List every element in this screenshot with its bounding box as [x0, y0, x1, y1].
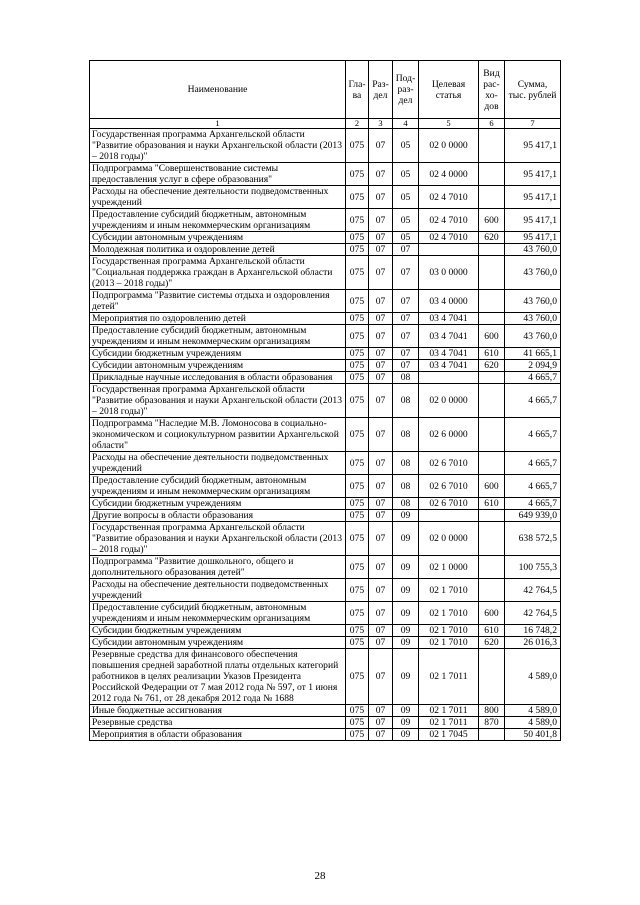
- row-summa: 4 665,7: [505, 498, 561, 510]
- column-number: 5: [419, 119, 479, 129]
- row-vid: [479, 244, 505, 256]
- header-name: Наименование: [90, 61, 346, 119]
- row-summa: 95 417,1: [505, 186, 561, 209]
- row-name: Молодежная политика и оздоровление детей: [90, 244, 346, 256]
- row-celevaya: 03 4 7041: [419, 313, 479, 325]
- row-vid: [479, 452, 505, 475]
- row-podrazdel: 08: [393, 452, 419, 475]
- row-celevaya: 02 4 7010: [419, 186, 479, 209]
- row-celevaya: 02 1 7011: [419, 649, 479, 705]
- row-summa: 50 401,8: [505, 729, 561, 741]
- table-row: [90, 510, 561, 522]
- table-row: [90, 348, 561, 360]
- row-summa: 43 760,0: [505, 244, 561, 256]
- row-razdel: 07: [369, 129, 393, 163]
- table-body: [90, 129, 561, 741]
- column-number: 4: [393, 119, 419, 129]
- row-glava: 075: [346, 717, 369, 729]
- row-celevaya: 02 0 0000: [419, 384, 479, 418]
- row-celevaya: 02 6 0000: [419, 418, 479, 452]
- row-name: Расходы на обеспечение деятельности подведомственных учреждений: [90, 186, 346, 209]
- row-name: Иные бюджетные ассигнования: [90, 705, 346, 717]
- row-podrazdel: 05: [393, 163, 419, 186]
- row-podrazdel: 09: [393, 649, 419, 705]
- row-podrazdel: 07: [393, 348, 419, 360]
- row-name: Субсидии автономным учреждениям: [90, 637, 346, 649]
- row-name: Предоставление субсидий бюджетным, автономным учреждениям и иным некоммерческим организациям: [90, 209, 346, 232]
- table-row: [90, 232, 561, 244]
- row-podrazdel: 07: [393, 360, 419, 372]
- header-podrazdel: Под- раз- дел: [393, 61, 419, 119]
- row-name: Субсидии бюджетным учреждениям: [90, 348, 346, 360]
- row-glava: 075: [346, 290, 369, 313]
- table-row: [90, 498, 561, 510]
- row-glava: 075: [346, 163, 369, 186]
- row-razdel: 07: [369, 186, 393, 209]
- row-vid: [479, 129, 505, 163]
- table-row: [90, 637, 561, 649]
- row-vid: [479, 579, 505, 602]
- row-celevaya: 02 1 7045: [419, 729, 479, 741]
- row-celevaya: 03 4 0000: [419, 290, 479, 313]
- row-podrazdel: 09: [393, 729, 419, 741]
- row-vid: 610: [479, 348, 505, 360]
- row-celevaya: 02 1 7010: [419, 625, 479, 637]
- row-summa: 43 760,0: [505, 256, 561, 290]
- row-podrazdel: 09: [393, 602, 419, 625]
- row-razdel: 07: [369, 209, 393, 232]
- row-celevaya: 02 1 7010: [419, 579, 479, 602]
- row-vid: [479, 510, 505, 522]
- row-name: Субсидии автономным учреждениям: [90, 360, 346, 372]
- row-podrazdel: 09: [393, 705, 419, 717]
- row-razdel: 07: [369, 705, 393, 717]
- row-name: Прикладные научные исследования в области образования: [90, 372, 346, 384]
- table-row: [90, 244, 561, 256]
- table-row: [90, 522, 561, 556]
- row-summa: 41 665,1: [505, 348, 561, 360]
- row-razdel: 07: [369, 256, 393, 290]
- row-summa: 43 760,0: [505, 313, 561, 325]
- row-name: Предоставление субсидий бюджетным, автономным учреждениям и иным некоммерческим организациям: [90, 325, 346, 348]
- row-celevaya: 02 1 7011: [419, 717, 479, 729]
- table-row: [90, 256, 561, 290]
- row-name: Расходы на обеспечение деятельности подведомственных учреждений: [90, 579, 346, 602]
- row-razdel: 07: [369, 510, 393, 522]
- row-glava: 075: [346, 256, 369, 290]
- column-number: 2: [346, 119, 369, 129]
- row-name: Субсидии автономным учреждениям: [90, 232, 346, 244]
- row-razdel: 07: [369, 452, 393, 475]
- row-vid: [479, 649, 505, 705]
- row-celevaya: [419, 244, 479, 256]
- row-celevaya: 02 1 0000: [419, 556, 479, 579]
- row-celevaya: [419, 372, 479, 384]
- row-glava: 075: [346, 313, 369, 325]
- table-row: [90, 705, 561, 717]
- row-glava: 075: [346, 129, 369, 163]
- table-row: [90, 452, 561, 475]
- row-name: Предоставление субсидий бюджетным, автономным учреждениям и иным некоммерческим организациям: [90, 602, 346, 625]
- table-row: [90, 372, 561, 384]
- header-celevaya: Целевая статья: [419, 61, 479, 119]
- row-glava: 075: [346, 475, 369, 498]
- row-name: Подпрограмма "Развитие дошкольного, общего и дополнительного образования детей": [90, 556, 346, 579]
- row-razdel: 07: [369, 360, 393, 372]
- row-celevaya: 02 4 7010: [419, 209, 479, 232]
- row-podrazdel: 05: [393, 209, 419, 232]
- row-vid: [479, 290, 505, 313]
- row-razdel: 07: [369, 325, 393, 348]
- row-summa: 649 939,0: [505, 510, 561, 522]
- row-podrazdel: 08: [393, 372, 419, 384]
- row-name: Резервные средства для финансового обеспечения повышения средней заработной платы отдельных категорий работников в целях реализации Указов Президента Российской Федерации от 7 мая 2012 года № 597, от 1 июня 2012 года № 761, от 28 декабря 2012 года № 1688: [90, 649, 346, 705]
- row-razdel: 07: [369, 729, 393, 741]
- row-celevaya: 02 0 0000: [419, 129, 479, 163]
- row-podrazdel: 09: [393, 579, 419, 602]
- header-razdel: Раз- дел: [369, 61, 393, 119]
- row-vid: 610: [479, 498, 505, 510]
- row-podrazdel: 05: [393, 186, 419, 209]
- row-name: Предоставление субсидий бюджетным, автономным учреждениям и иным некоммерческим организациям: [90, 475, 346, 498]
- row-razdel: 07: [369, 522, 393, 556]
- row-summa: 2 094,9: [505, 360, 561, 372]
- row-vid: 620: [479, 232, 505, 244]
- row-vid: 610: [479, 625, 505, 637]
- row-glava: 075: [346, 384, 369, 418]
- row-vid: 870: [479, 717, 505, 729]
- row-celevaya: 02 4 0000: [419, 163, 479, 186]
- row-celevaya: 02 6 7010: [419, 452, 479, 475]
- row-glava: 075: [346, 244, 369, 256]
- row-vid: [479, 313, 505, 325]
- row-name: Субсидии бюджетным учреждениям: [90, 625, 346, 637]
- row-razdel: 07: [369, 232, 393, 244]
- row-podrazdel: 08: [393, 498, 419, 510]
- row-summa: 100 755,3: [505, 556, 561, 579]
- row-razdel: 07: [369, 313, 393, 325]
- row-glava: 075: [346, 452, 369, 475]
- row-razdel: 07: [369, 384, 393, 418]
- row-vid: [479, 163, 505, 186]
- row-celevaya: 03 4 7041: [419, 348, 479, 360]
- row-razdel: 07: [369, 717, 393, 729]
- row-celevaya: 03 4 7041: [419, 325, 479, 348]
- row-summa: 4 589,0: [505, 717, 561, 729]
- table-row: [90, 186, 561, 209]
- row-celevaya: 02 6 7010: [419, 498, 479, 510]
- row-podrazdel: 07: [393, 244, 419, 256]
- row-glava: 075: [346, 232, 369, 244]
- table-row: [90, 649, 561, 705]
- row-razdel: 07: [369, 475, 393, 498]
- table-row: [90, 384, 561, 418]
- row-vid: [479, 556, 505, 579]
- row-name: Государственная программа Архангельской области "Развитие образования и науки Архангельской области (2013 – 2018 годы)": [90, 384, 346, 418]
- table-row: [90, 729, 561, 741]
- row-vid: 600: [479, 325, 505, 348]
- row-name: Государственная программа Архангельской области "Развитие образования и науки Архангельской области (2013 – 2018 годы)": [90, 522, 346, 556]
- row-razdel: 07: [369, 244, 393, 256]
- table-row: [90, 556, 561, 579]
- row-glava: 075: [346, 579, 369, 602]
- row-razdel: 07: [369, 579, 393, 602]
- row-summa: 42 764,5: [505, 579, 561, 602]
- column-number-row: [90, 119, 561, 129]
- row-summa: 16 748,2: [505, 625, 561, 637]
- row-glava: 075: [346, 649, 369, 705]
- table-row: [90, 129, 561, 163]
- table-row: [90, 313, 561, 325]
- row-summa: 26 016,3: [505, 637, 561, 649]
- row-glava: 075: [346, 372, 369, 384]
- row-name: Государственная программа Архангельской области "Развитие образования и науки Архангельской области (2013 – 2018 годы)": [90, 129, 346, 163]
- row-razdel: 07: [369, 556, 393, 579]
- row-celevaya: 02 1 7011: [419, 705, 479, 717]
- row-vid: 600: [479, 209, 505, 232]
- row-summa: 4 665,7: [505, 372, 561, 384]
- budget-table: [89, 60, 561, 741]
- row-podrazdel: 09: [393, 556, 419, 579]
- row-razdel: 07: [369, 625, 393, 637]
- row-vid: [479, 522, 505, 556]
- row-podrazdel: 09: [393, 717, 419, 729]
- row-podrazdel: 07: [393, 256, 419, 290]
- row-vid: [479, 384, 505, 418]
- row-glava: 075: [346, 360, 369, 372]
- page-number: 28: [314, 870, 326, 882]
- row-vid: 620: [479, 637, 505, 649]
- row-razdel: 07: [369, 163, 393, 186]
- row-glava: 075: [346, 522, 369, 556]
- row-glava: 075: [346, 498, 369, 510]
- table-row: [90, 209, 561, 232]
- row-glava: 075: [346, 510, 369, 522]
- row-podrazdel: 09: [393, 637, 419, 649]
- row-podrazdel: 07: [393, 313, 419, 325]
- table-row: [90, 625, 561, 637]
- row-vid: 620: [479, 360, 505, 372]
- row-name: Другие вопросы в области образования: [90, 510, 346, 522]
- row-podrazdel: 09: [393, 625, 419, 637]
- header-vid: Вид рас- хо- дов: [479, 61, 505, 119]
- row-glava: 075: [346, 602, 369, 625]
- row-summa: 4 665,7: [505, 475, 561, 498]
- row-summa: 4 589,0: [505, 649, 561, 705]
- row-vid: [479, 372, 505, 384]
- row-razdel: 07: [369, 602, 393, 625]
- row-celevaya: 02 1 7010: [419, 637, 479, 649]
- table-row: [90, 325, 561, 348]
- table-row: [90, 418, 561, 452]
- row-name: Государственная программа Архангельской области "Социальная поддержка граждан в Архангельской области (2013 – 2018 годы)": [90, 256, 346, 290]
- row-vid: [479, 729, 505, 741]
- table-row: [90, 360, 561, 372]
- row-name: Субсидии бюджетным учреждениям: [90, 498, 346, 510]
- row-podrazdel: 05: [393, 129, 419, 163]
- row-name: Мероприятия в области образования: [90, 729, 346, 741]
- row-summa: 4 665,7: [505, 418, 561, 452]
- row-name: Подпрограмма "Наследие М.В. Ломоносова в социально-экономическом и социокультурном развитии Архангельской области": [90, 418, 346, 452]
- row-razdel: 07: [369, 498, 393, 510]
- row-podrazdel: 08: [393, 475, 419, 498]
- row-vid: 600: [479, 602, 505, 625]
- table-row: [90, 717, 561, 729]
- row-summa: 43 760,0: [505, 325, 561, 348]
- row-summa: 4 589,0: [505, 705, 561, 717]
- table-row: [90, 579, 561, 602]
- row-name: Мероприятия по оздоровлению детей: [90, 313, 346, 325]
- row-celevaya: 02 4 7010: [419, 232, 479, 244]
- row-glava: 075: [346, 705, 369, 717]
- row-summa: 4 665,7: [505, 384, 561, 418]
- row-razdel: 07: [369, 418, 393, 452]
- row-glava: 075: [346, 325, 369, 348]
- row-vid: [479, 186, 505, 209]
- row-celevaya: 03 0 0000: [419, 256, 479, 290]
- row-name: Подпрограмма "Развитие системы отдыха и оздоровления детей": [90, 290, 346, 313]
- row-name: Расходы на обеспечение деятельности подведомственных учреждений: [90, 452, 346, 475]
- row-podrazdel: 09: [393, 522, 419, 556]
- row-glava: 075: [346, 729, 369, 741]
- table-row: [90, 602, 561, 625]
- column-number: 3: [369, 119, 393, 129]
- row-summa: 4 665,7: [505, 452, 561, 475]
- row-glava: 075: [346, 418, 369, 452]
- row-podrazdel: 05: [393, 232, 419, 244]
- row-summa: 95 417,1: [505, 163, 561, 186]
- row-summa: 43 760,0: [505, 290, 561, 313]
- header-glava: Гла- ва: [346, 61, 369, 119]
- row-podrazdel: 08: [393, 418, 419, 452]
- row-name: Подпрограмма "Совершенствование системы предоставления услуг в сфере образования": [90, 163, 346, 186]
- row-glava: 075: [346, 625, 369, 637]
- row-razdel: 07: [369, 372, 393, 384]
- row-celevaya: 02 0 0000: [419, 522, 479, 556]
- column-number: 1: [90, 119, 346, 129]
- row-glava: 075: [346, 209, 369, 232]
- row-glava: 075: [346, 348, 369, 360]
- row-razdel: 07: [369, 637, 393, 649]
- row-celevaya: 02 1 7010: [419, 602, 479, 625]
- table-row: [90, 290, 561, 313]
- row-vid: [479, 256, 505, 290]
- row-razdel: 07: [369, 348, 393, 360]
- row-summa: 42 764,5: [505, 602, 561, 625]
- row-glava: 075: [346, 556, 369, 579]
- row-glava: 075: [346, 186, 369, 209]
- row-vid: [479, 418, 505, 452]
- table-row: [90, 163, 561, 186]
- row-celevaya: 03 4 7041: [419, 360, 479, 372]
- row-podrazdel: 07: [393, 290, 419, 313]
- row-glava: 075: [346, 637, 369, 649]
- row-vid: 800: [479, 705, 505, 717]
- row-podrazdel: 08: [393, 384, 419, 418]
- row-celevaya: 02 6 7010: [419, 475, 479, 498]
- row-podrazdel: 07: [393, 325, 419, 348]
- row-vid: 600: [479, 475, 505, 498]
- column-number: 7: [505, 119, 561, 129]
- column-number: 6: [479, 119, 505, 129]
- row-razdel: 07: [369, 290, 393, 313]
- row-podrazdel: 09: [393, 510, 419, 522]
- table-row: [90, 475, 561, 498]
- row-summa: 95 417,1: [505, 129, 561, 163]
- row-summa: 95 417,1: [505, 209, 561, 232]
- row-summa: 95 417,1: [505, 232, 561, 244]
- header-row: [90, 61, 561, 119]
- row-razdel: 07: [369, 649, 393, 705]
- row-summa: 638 572,5: [505, 522, 561, 556]
- row-celevaya: [419, 510, 479, 522]
- header-summa: Сумма, тыс. рублей: [505, 61, 561, 119]
- row-name: Резервные средства: [90, 717, 346, 729]
